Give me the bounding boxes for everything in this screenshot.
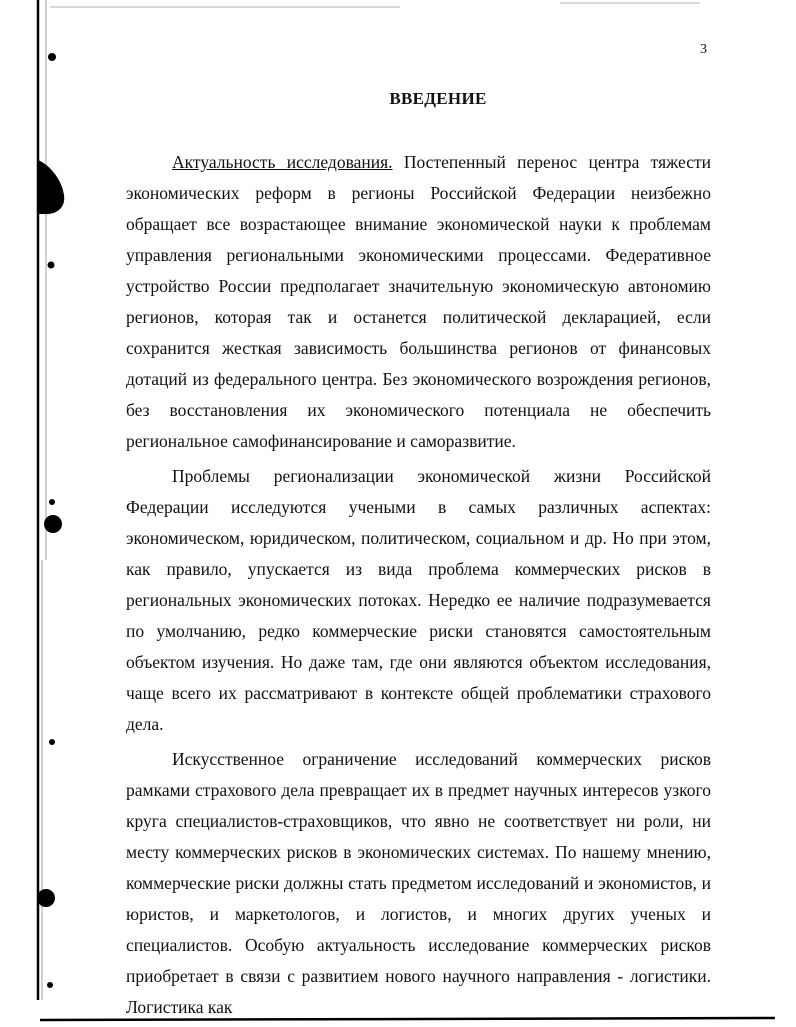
punch-hole-mark: [48, 262, 55, 269]
punch-hole-mark: [47, 982, 53, 988]
punch-hole-mark: [48, 53, 56, 61]
punch-hole-mark: [49, 499, 55, 505]
paragraph-lead-underlined: Актуальность исследования.: [172, 152, 393, 172]
paragraph-regionalization: Проблемы регионализации экономической жизни Российской Федерации исследуются учеными в самых различных аспектах: экономическом, юридическом, политическом, социальном и др. Но при этом, как правило, упускается из вида проблема коммерческих рисков в региональных экономических потоках. Нередко ее наличие подразумевается по умолчанию, редко коммерческие риски становятся самостоятельным объектом изучения. Но даже там, где они являются объектом исследования, чаще всего их рассматривают в контексте общей проблематики страхового дела.: [126, 466, 711, 734]
paragraph-text: Постепенный перенос центра тяжести экономических реформ в регионы Российской Федерации неизбежно обращает все возрастающее внимание экономической науки к проблемам управления региональными экономическими процессами. Федеративное устройство России предполагает значительную экономическую автономию регионов, которая так и останется политической декларацией, если сохранится жесткая зависимость большинства регионов от финансовых дотаций из федерального центра. Без экономического возрождения регионов, без восстановления их экономического потенциала не обеспечить региональное самофинансирование и саморазвитие.: [126, 152, 711, 451]
page-number: 3: [700, 42, 707, 57]
punch-hole-mark: [38, 160, 64, 214]
punch-hole-mark: [37, 889, 55, 907]
punch-hole-mark: [44, 515, 62, 533]
page-title: ВВЕДЕНИЕ: [389, 89, 487, 108]
document-body: [126, 147, 711, 1027]
paragraph-artificial-limits: Искусственное ограничение исследований коммерческих рисков рамками страхового дела превращает их в предмет научных интересов узкого круга специалистов-страховщиков, что явно не соответствует ни роли, ни месту коммерческих рисков в экономических системах. По нашему мнению, коммерческие риски должны стать предметом исследований и экономистов, и юристов, и маркетологов, и логистов, и многих других ученых и специалистов. Особую актуальность исследование коммерческих рисков приобретает в связи с развитием нового научного направления - логистики. Логистика как: [126, 749, 711, 1017]
paragraph-relevance: [126, 147, 711, 457]
punch-hole-mark: [49, 739, 55, 745]
